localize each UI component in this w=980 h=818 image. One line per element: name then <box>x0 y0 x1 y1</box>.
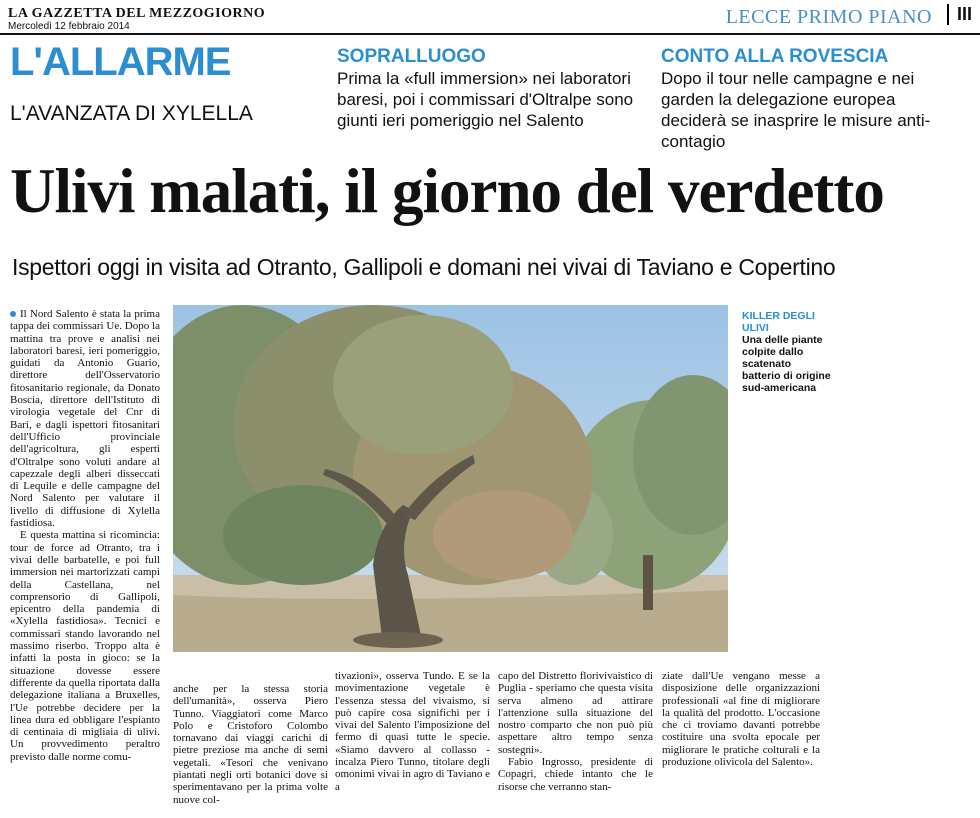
box-title: SOPRALLUOGO <box>337 46 486 67</box>
box-title: CONTO ALLA ROVESCIA <box>661 46 889 67</box>
kicker-title: L'ALLARME <box>10 40 231 84</box>
headline: Ulivi malati, il giorno del verdetto <box>10 156 884 226</box>
article-column-1 <box>10 308 160 763</box>
article-text: anche per la stessa storia dell'umanità», osserva Piero Tunno. Viaggiatori come Marco Polo e Cristoforo Colombo tornavano dai viaggi carichi di pietre preziose ma anche di semi vegetali. «Tesori che venivano piantati negli orti botanici dove si sperimentavano per la prima volte nuove col- <box>173 683 328 806</box>
article-column-3 <box>335 670 490 793</box>
article-text: Il Nord Salento è stata la prima tappa dei commissari Ue. Dopo la mattina tra prove e analisi nei laboratori baresi, ieri pomeriggio, guidati da Antonio Guario, direttore dell'Osservatorio fitosanitario regionale, da Donato Boscia, direttore dell'Istituto di virologia vegetale del Cnr di Bari, e dagli ispettori fitosanitari dell'Ufficio provinciale dell'agricoltura, gli esperti d'Oltralpe sono voluti andare al capezzale degli alberi disseccati di Lequile e delle campagne del Nord Salento per valutare il livello di diffusione di Xylella fastidiosa. <box>10 308 160 530</box>
photo-caption <box>742 310 832 394</box>
article-text: E questa mattina si ricomincia: tour de force ad Otranto, tra i vivai delle barbatelle, e poi full immersion nei martorizzati campi della Castellana, nel comprensorio di Gallipoli, epicentro della pandemia di «Xylella fastidiosa». Tecnici e commissari stando lavorando nel massimo riserbo. Troppo alta è infatti la posta in gioco: se la situazione dovesse essere differente da quella riportata dalla delegazione italiana a Bruxelles, l'Ue potrebbe decidere per la linea dura ed obbligare l'espianto di centinaia di migliaia di ulivi. Un provvedimento peraltro previsto dalle norme comu- <box>10 529 160 763</box>
box-sopralluogo <box>337 46 637 131</box>
box-conto-alla-rovescia <box>661 46 961 152</box>
issue-date: Mercoledì 12 febbraio 2014 <box>8 21 130 32</box>
caption-kicker: KILLER DEGLI ULIVI <box>742 310 815 334</box>
box-text: Prima la «full immersion» nei laboratori baresi, poi i commissari d'Oltralpe sono giunti ieri pomeriggio nel Salento <box>337 69 634 130</box>
bullet-icon <box>10 311 16 317</box>
top-rule <box>0 33 980 35</box>
caption-text: Una delle piante colpite dallo scatenato batterio di origine sud-americana <box>742 334 831 394</box>
article-text: tivazioni», osserva Tundo. E se la movimentazione vegetale è l'essenza stessa del vivaismo, si può capire cosa significhi per i vivai del Salento l'imposizione del fermo di quasi tutte le specie. «Siamo davvero al collasso - incalza Piero Tunno, titolare degli omonimi vivai in agro di Taviano e a <box>335 670 490 793</box>
article-column-2 <box>173 683 328 806</box>
article-column-4 <box>498 670 653 793</box>
olive-tree-photo <box>173 305 728 652</box>
article-text: ziate dall'Ue vengano messe a disposizione delle organizzazioni professionali «al fine di migliorare la qualità del prodotto. L'occasione che ci troviamo davanti potrebbe costituire una svolta epocale per migliorare le pratiche colturali e la produzione olivicola del Salento». <box>662 670 820 769</box>
subheadline: Ispettori oggi in visita ad Otranto, Gallipoli e domani nei vivai di Taviano e Copertino <box>12 254 836 280</box>
kicker-subtitle: L'AVANZATA DI XYLELLA <box>10 102 253 125</box>
article-text: Fabio Ingrosso, presidente di Copagri, chiede intanto che le risorse che verranno stan- <box>498 756 653 793</box>
olive-grove-illustration <box>173 305 728 652</box>
box-text: Dopo il tour nelle campagne e nei garden la delegazione europea deciderà se inasprire le misure anti-contagio <box>661 69 931 151</box>
article-column-5 <box>662 670 820 768</box>
masthead: LA GAZZETTA DEL MEZZOGIORNO <box>8 6 266 21</box>
article-text: capo del Distretto florivivaistico di Puglia - speriamo che questa visita serva almeno ad attirare l'attenzione sulla situazione del nostro comparto che non può più aspettare altro tempo senza sostegni». <box>498 670 653 756</box>
section-label: LECCE PRIMO PIANO <box>725 6 932 28</box>
page-number: III <box>947 4 972 25</box>
